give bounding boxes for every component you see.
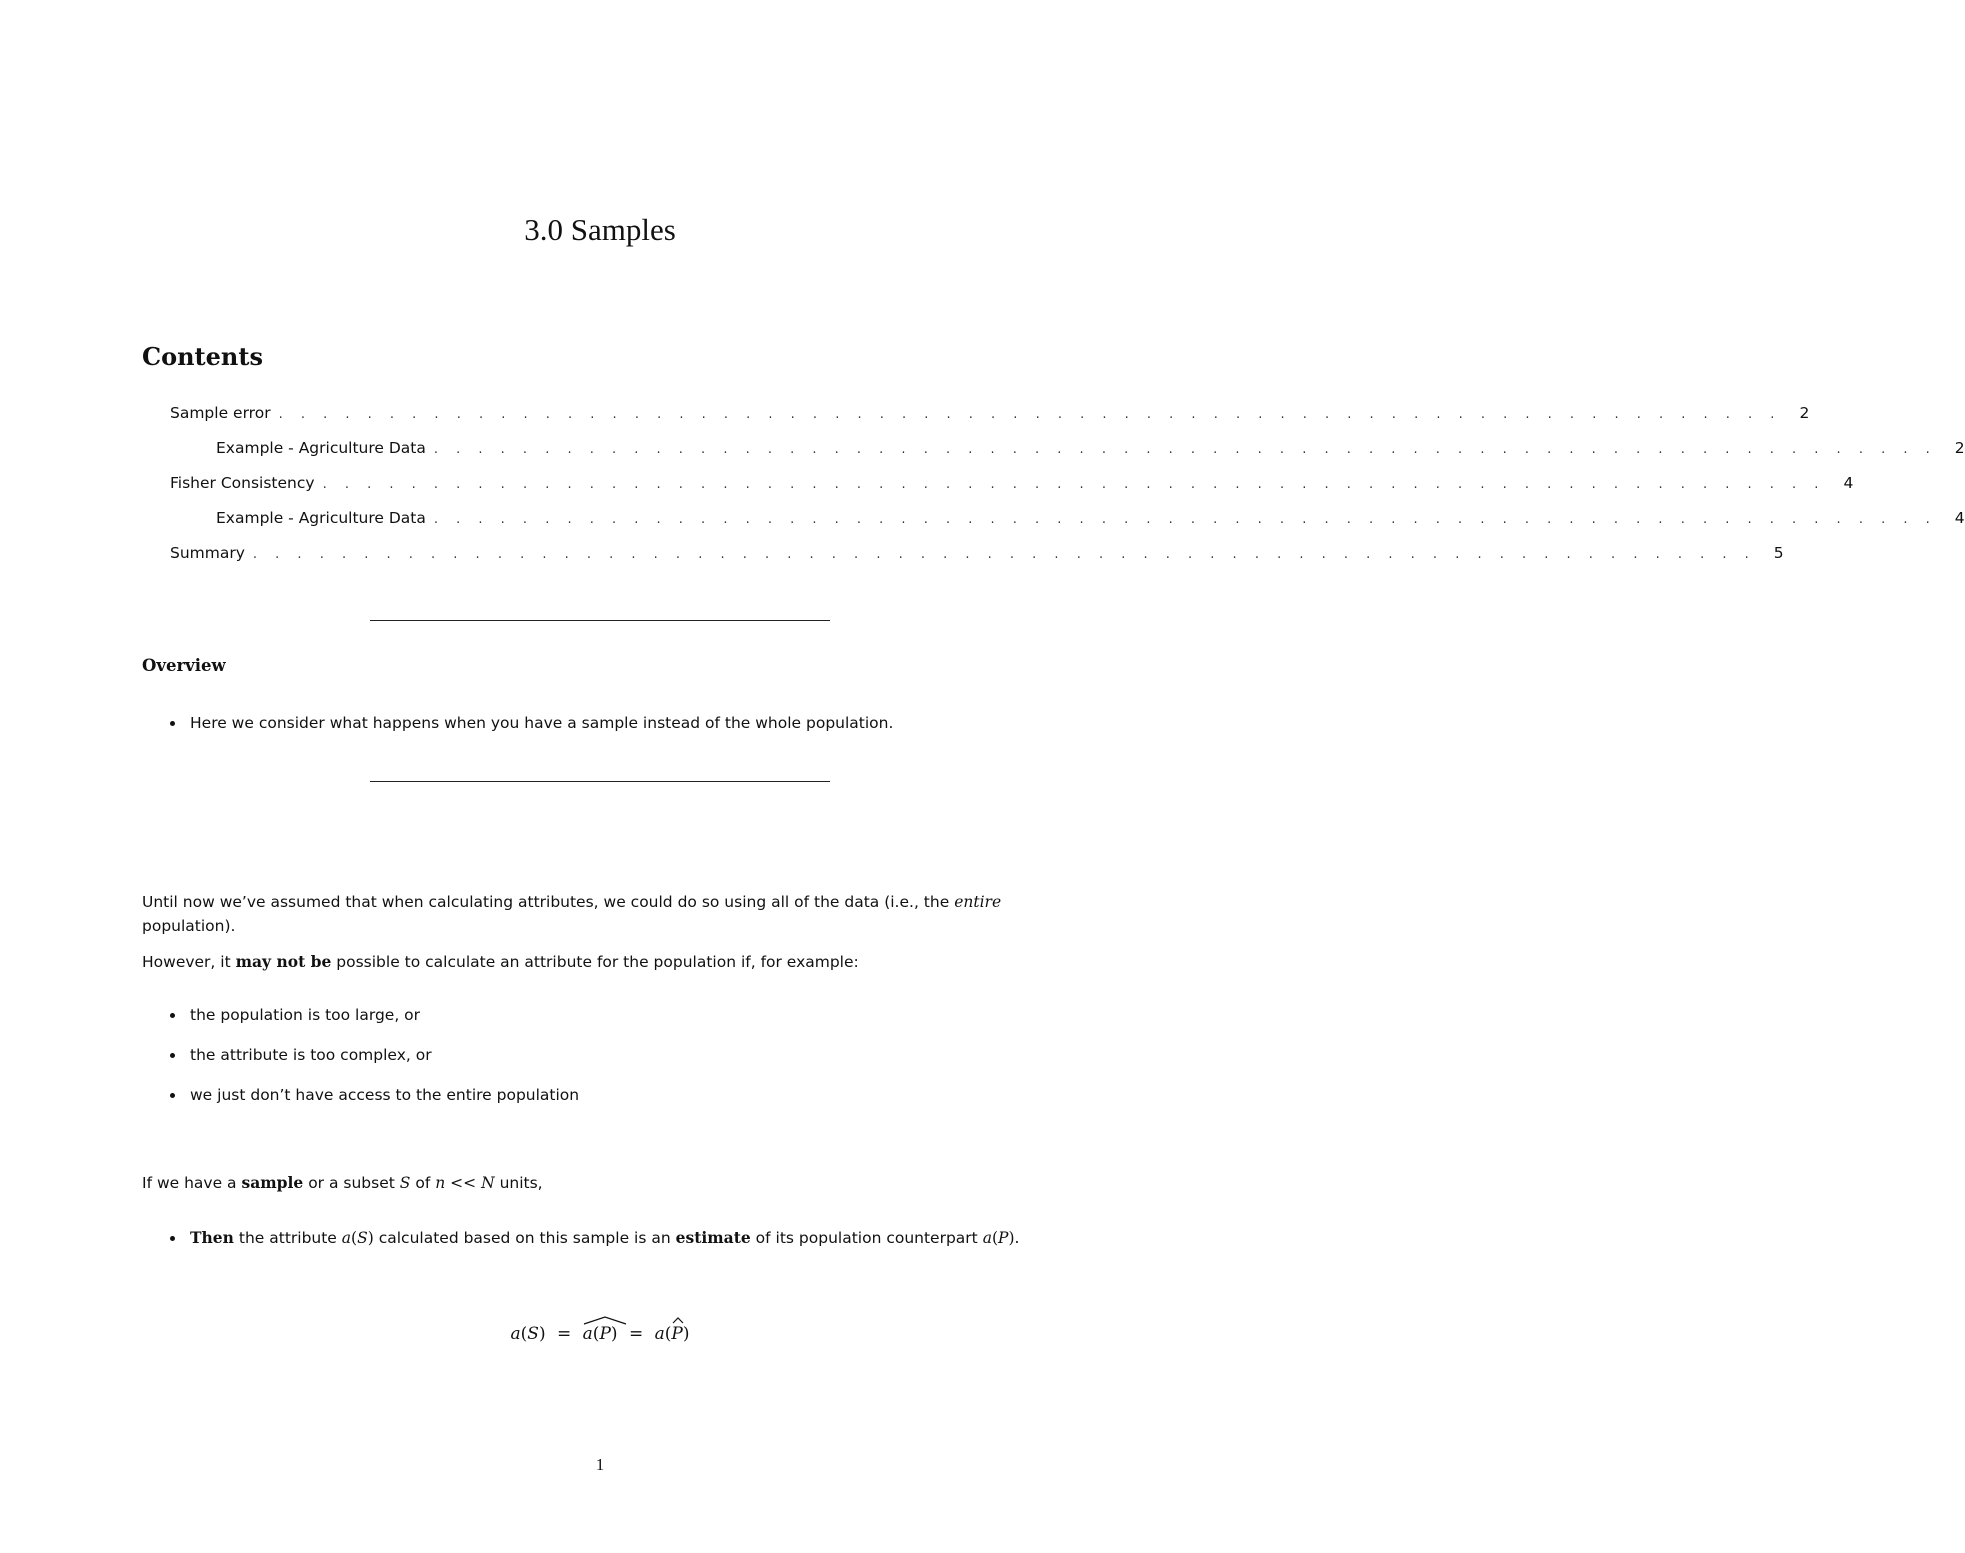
estimate-list: [168, 1226, 1060, 1250]
math-symbol: (: [991, 1229, 998, 1247]
toc-entry-page: 5: [1773, 544, 1784, 562]
list-item: [168, 711, 1060, 735]
equation-estimate: [0, 1324, 1200, 1344]
toc-entry-page: 4: [1843, 474, 1854, 492]
hat-group: [671, 1324, 682, 1344]
equals-sign: =: [628, 1324, 644, 1344]
math-symbol: P: [599, 1324, 611, 1344]
equals-sign: =: [557, 1324, 572, 1344]
toc-leader-dots: . . . . . . . . . . . . . . . . . . . . . . . . . . . . . . . . . . . . . . . . . . . . . . . . . . . . . . . . . . . . . . . . . . . .: [433, 512, 1937, 527]
paragraph-intro: [142, 890, 1060, 938]
emphasis-text: entire: [954, 893, 1002, 911]
contents-heading: Contents: [142, 342, 263, 371]
paragraph-however: [142, 950, 1060, 974]
math-symbol: (: [520, 1324, 528, 1344]
toc-entry-sample-error[interactable]: [170, 404, 1810, 439]
math-symbol: P: [998, 1229, 1009, 1247]
toc-leader-dots: . . . . . . . . . . . . . . . . . . . . . . . . . . . . . . . . . . . . . . . . . . . . . . . . . . . . . . . . . . . . . . . . . . . .: [278, 407, 1782, 422]
toc-entry-example-agriculture-2[interactable]: [170, 509, 1965, 544]
paragraph-text: However, it: [142, 953, 231, 971]
reason-text: the attribute is too complex, or: [190, 1046, 432, 1064]
math-symbol: N: [481, 1174, 495, 1192]
math-symbol: S: [357, 1229, 368, 1247]
bold-text: may not be: [235, 952, 332, 971]
toc-entry-label: Example - Agriculture Data: [216, 439, 426, 457]
horizontal-rule: [370, 620, 830, 621]
math-symbol: n: [435, 1174, 446, 1192]
math-symbol: (: [664, 1324, 672, 1344]
toc-entry-page: 4: [1954, 509, 1965, 527]
math-symbol: P: [671, 1324, 683, 1344]
toc-entry-page: 2: [1799, 404, 1810, 422]
toc-entry-label: Sample error: [170, 404, 271, 422]
overview-list: [168, 711, 1060, 735]
math-symbol: ): [367, 1229, 374, 1247]
math-symbol: S: [399, 1174, 411, 1192]
paragraph-text: or a subset: [308, 1174, 395, 1192]
reason-text: the population is too large, or: [190, 1006, 421, 1024]
list-item: [168, 1043, 1060, 1083]
toc-entry-summary[interactable]: [170, 544, 1784, 579]
paragraph-text: calculated based on this sample is an: [378, 1229, 671, 1247]
reason-text: we just don’t have access to the entire population: [190, 1086, 580, 1104]
list-item: [168, 1003, 1060, 1043]
math-symbol: a: [341, 1229, 352, 1247]
wide-hat-group: [583, 1324, 618, 1344]
math-symbol: a: [982, 1229, 992, 1247]
paragraph-sample: [142, 1171, 1060, 1195]
paragraph-text: Until now we’ve assumed that when calculating attributes, we could do so using all of the data (i.e., the: [142, 893, 950, 911]
math-symbol: S: [527, 1324, 539, 1344]
bullet-icon: [170, 1013, 175, 1018]
math-symbol: a: [582, 1324, 593, 1344]
bullet-icon: [170, 1053, 175, 1058]
table-of-contents: [170, 404, 1965, 579]
toc-entry-example-agriculture-1[interactable]: [170, 439, 1965, 474]
paragraph-text: of its population counterpart: [755, 1229, 978, 1247]
overview-heading: Overview: [142, 656, 226, 675]
toc-entry-label: Summary: [170, 544, 245, 562]
paragraph-text: If we have a: [142, 1174, 237, 1192]
toc-entry-page: 2: [1954, 439, 1965, 457]
bold-text: estimate: [675, 1228, 751, 1247]
paragraph-text: possible to calculate an attribute for the population if, for example:: [336, 953, 859, 971]
toc-entry-label: Example - Agriculture Data: [216, 509, 426, 527]
overview-bullet-text: Here we consider what happens when you have a sample instead of the whole population.: [190, 714, 894, 732]
wide-hat-icon: [583, 1315, 627, 1325]
math-symbol: (: [592, 1324, 600, 1344]
math-symbol: a: [510, 1324, 521, 1344]
horizontal-rule: [370, 781, 830, 782]
toc-entry-label: Fisher Consistency: [170, 474, 315, 492]
math-symbol: <<: [450, 1174, 477, 1192]
math-symbol: (: [351, 1229, 358, 1247]
bullet-icon: [170, 1236, 175, 1241]
bold-text: Then: [190, 1228, 234, 1247]
list-item: [168, 1083, 1060, 1107]
math-symbol: ): [682, 1324, 690, 1344]
bullet-icon: [170, 1093, 175, 1098]
list-item: [168, 1226, 1060, 1250]
hat-icon: [672, 1317, 684, 1324]
bullet-icon: [170, 721, 175, 726]
toc-leader-dots: . . . . . . . . . . . . . . . . . . . . . . . . . . . . . . . . . . . . . . . . . . . . . . . . . . . . . . . . . . . . . . . . . . . .: [322, 477, 1826, 492]
math-symbol: a: [654, 1324, 665, 1344]
page-title: 3.0 Samples: [524, 212, 676, 247]
paragraph-text: population).: [142, 917, 236, 935]
paragraph-text: units,: [499, 1174, 543, 1192]
page-number: 1: [595, 1455, 605, 1474]
toc-leader-dots: . . . . . . . . . . . . . . . . . . . . . . . . . . . . . . . . . . . . . . . . . . . . . . . . . . . . . . . . . . . . . . . . . . . .: [252, 547, 1756, 562]
reasons-list: [168, 1003, 1060, 1107]
math-symbol: ).: [1008, 1229, 1020, 1247]
paragraph-text: of: [415, 1174, 431, 1192]
math-symbol: ): [610, 1324, 618, 1344]
toc-entry-fisher-consistency[interactable]: [170, 474, 1854, 509]
math-symbol: ): [538, 1324, 546, 1344]
paragraph-text: the attribute: [238, 1229, 337, 1247]
toc-leader-dots: . . . . . . . . . . . . . . . . . . . . . . . . . . . . . . . . . . . . . . . . . . . . . . . . . . . . . . . . . . . . . . . . . . . .: [433, 442, 1937, 457]
bold-text: sample: [241, 1173, 304, 1192]
